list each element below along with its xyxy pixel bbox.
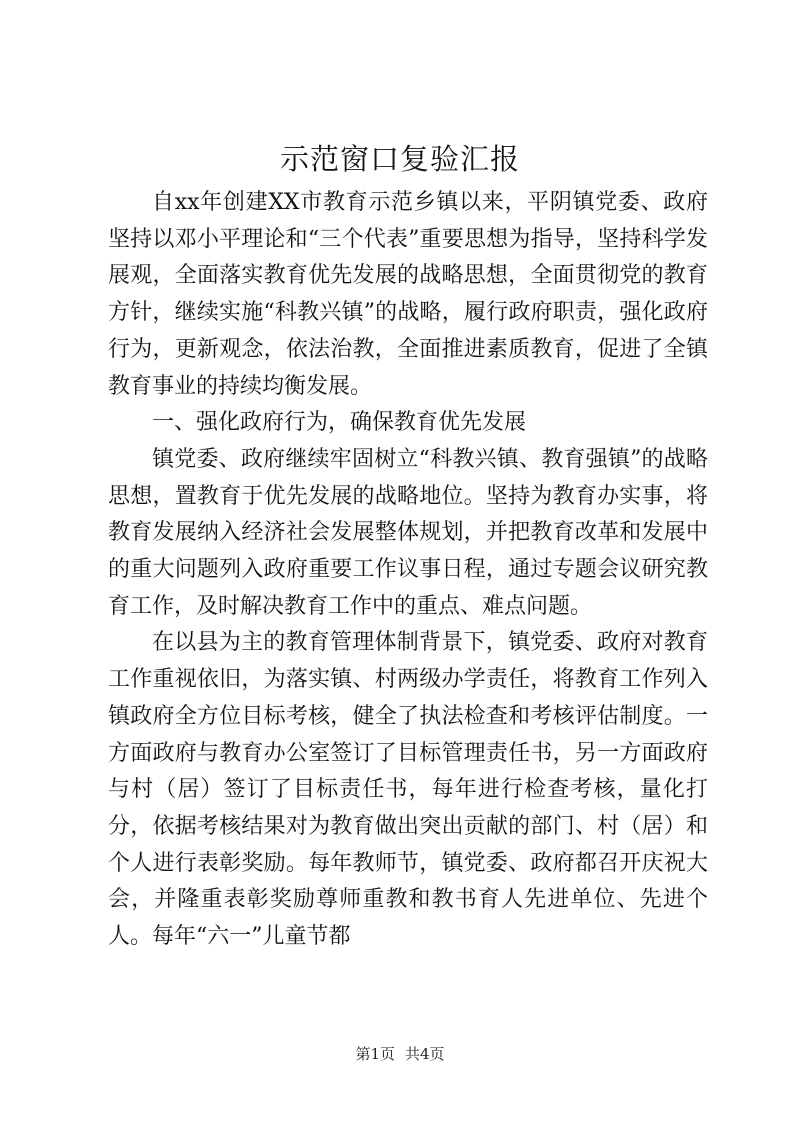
page-footer bbox=[0, 1044, 800, 1064]
page-number: 第1页 bbox=[355, 1045, 395, 1063]
document-title: 示范窗口复验汇报 bbox=[279, 142, 520, 176]
page-total: 共4页 bbox=[405, 1045, 445, 1063]
paragraph-section-1: 镇党委、政府继续牢固树立“科教兴镇、教育强镇”的战略思想，置教育于优先发展的战略地位。坚持为教育办实事，将教育发展纳入经济社会发展整体规划，并把教育改革和发展中的重大问题列入政府重要工作议事日程，通过专题会议研究教育工作，及时解决教育工作中的重点、难点问题。 bbox=[108, 446, 708, 619]
document-body bbox=[108, 185, 708, 956]
paragraph-intro: 自xx年创建XX市教育示范乡镇以来，平阴镇党委、政府坚持以邓小平理论和“三个代表”重要思想为指导，坚持科学发展观，全面落实教育优先发展的战略思想，全面贯彻党的教育方针，继续实施“科教兴镇”的战略，履行政府职责，强化政府行为，更新观念，依法治教，全面推进素质教育，促进了全镇教育事业的持续均衡发展。 bbox=[108, 190, 708, 399]
section-heading-1: 一、强化政府行为，确保教育优先发展 bbox=[152, 410, 527, 436]
paragraph-management: 在以县为主的教育管理体制背景下，镇党委、政府对教育工作重视依旧，为落实镇、村两级办学责任，将教育工作列入镇政府全方位目标考核，健全了执法检查和考核评估制度。一方面政府与教育办公室签订了目标管理责任书，另一方面政府与村（居）签订了目标责任书，每年进行检查考核，量化打分，依据考核结果对为教育做出突出贡献的部门、村（居）和个人进行表彰奖励。每年教师节，镇党委、政府都召开庆祝大会，并隆重表彰奖励尊师重教和教书育人先进单位、先进个人。每年“六一”儿童节都 bbox=[108, 630, 708, 950]
